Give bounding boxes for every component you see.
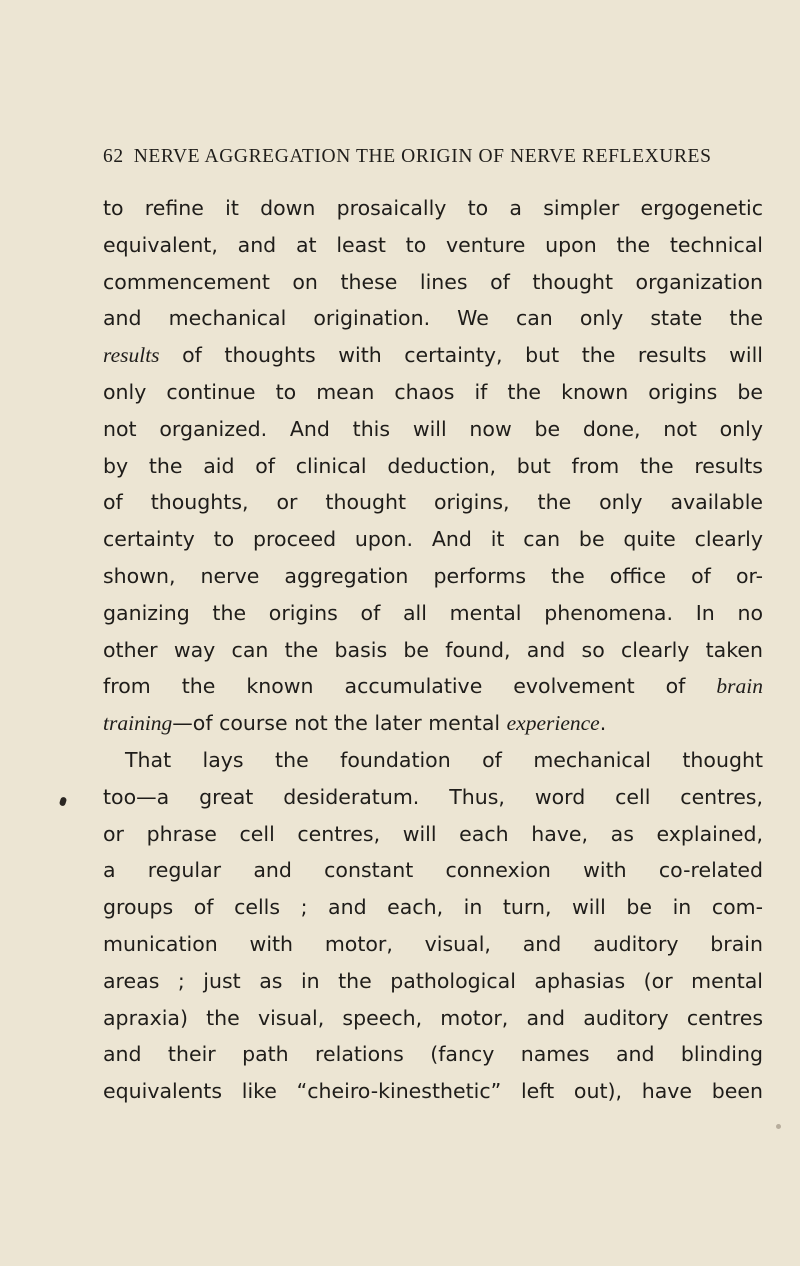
text-line: to refine it down prosaically to a simpler ergogenetic <box>103 196 763 220</box>
running-title: NERVE AGGREGATION THE ORIGIN OF NERVE REFLEXURES <box>133 146 712 167</box>
text-line: and mechanical origination. We can only state the <box>103 306 763 331</box>
text-line: commencement on these lines of thought organization <box>103 269 763 294</box>
text-line: other way can the basis be found, and so clearly taken <box>103 637 763 662</box>
running-header <box>103 146 763 168</box>
text-line: not organized. And this will now be done, not only <box>103 416 763 441</box>
text-line: ganizing the origins of all mental phenomena. In no <box>103 600 763 625</box>
ink-mark <box>59 796 67 806</box>
text-line: by the aid of clinical deduction, but from the results <box>103 453 763 478</box>
italic-word: results <box>103 343 160 368</box>
text-line: equivalents like “cheiro-kinesthetic” left out), have been <box>103 1079 763 1104</box>
text-line: equivalent, and at least to venture upon the technical <box>103 232 763 257</box>
page-number: 62 <box>103 146 124 167</box>
body-text <box>103 190 763 1110</box>
text-line: from the known accumulative evolvement of brain <box>103 674 763 699</box>
text-line: only continue to mean chaos if the known origins be <box>103 379 763 404</box>
text-line: training—of course not the later mental experience. <box>103 711 607 736</box>
text-line: shown, nerve aggregation performs the office of or- <box>103 563 763 588</box>
text-line: That lays the foundation of mechanical thought <box>125 747 763 772</box>
text-line: or phrase cell centres, will each have, as explained, <box>103 821 763 846</box>
paper-speck <box>776 1124 781 1129</box>
text-line: results of thoughts with certainty, but the results will <box>103 343 763 368</box>
text-line: groups of cells ; and each, in turn, will be in com- <box>103 895 763 920</box>
text-line: areas ; just as in the pathological aphasias (or mental <box>103 968 763 993</box>
text-line: a regular and constant connexion with co-related <box>103 858 763 883</box>
text-line: and their path relations (fancy names and blinding <box>103 1042 763 1067</box>
text-line: apraxia) the visual, speech, motor, and auditory centres <box>103 1005 763 1030</box>
italic-word: brain <box>716 674 763 699</box>
italic-word: experience <box>506 711 600 736</box>
text-line: too—a great desideratum. Thus, word cell centres, <box>103 784 763 809</box>
text-line: of thoughts, or thought origins, the only available <box>103 490 763 515</box>
text-line: certainty to proceed upon. And it can be quite clearly <box>103 527 763 552</box>
text-line: munication with motor, visual, and auditory brain <box>103 931 763 956</box>
italic-word: training <box>103 711 173 736</box>
